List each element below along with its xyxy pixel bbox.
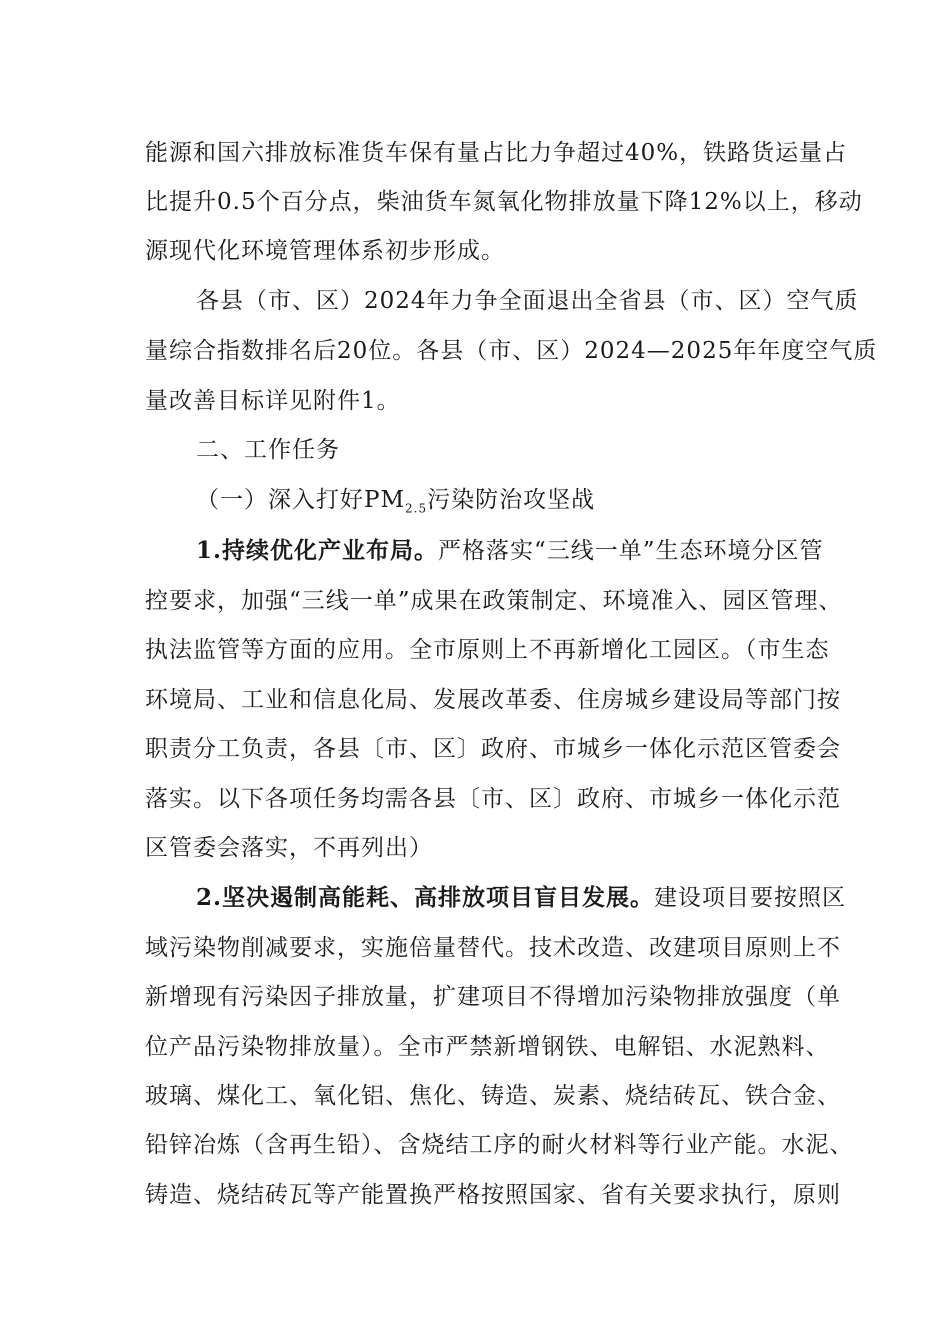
section-heading: 二、工作任务 xyxy=(196,437,340,463)
text-line: 源现代化环境管理体系初步形成。 xyxy=(145,238,505,264)
pm-subscript: 2.5 xyxy=(405,501,428,516)
text-line: 环境局、工业和信息化局、发展改革委、住房城乡建设局等部门按 xyxy=(145,687,841,713)
text-line: 执法监管等方面的应用。全市原则上不再新增化工园区。（市生态 xyxy=(145,637,830,663)
item-2-title: 2.坚决遏制高能耗、高排放项目盲目发展。 xyxy=(196,884,655,911)
text-line: 控要求，加强“三线一单”成果在政策制定、环境准入、园区管理、 xyxy=(145,588,843,614)
item-1-title: 1.持续优化产业布局。 xyxy=(196,537,439,564)
text-line: 铸造、烧结砖瓦等产能置换严格按照国家、省有关要求执行，原则 xyxy=(145,1182,841,1208)
text-line: 比提升0.5个百分点，柴油货车氮氧化物排放量下降12%以上，移动 xyxy=(145,189,863,215)
item-1-first-line xyxy=(196,536,824,566)
text-line: 位产品污染物排放量）。全市严禁新增钢铁、电解铝、水泥熟料、 xyxy=(145,1034,830,1060)
subsection-heading xyxy=(196,485,816,515)
text-line: 铅锌冶炼（含再生铅）、含烧结工序的耐火材料等行业产能。水泥、 xyxy=(145,1132,854,1158)
subsection-heading-prefix: （一）深入打好PM xyxy=(196,487,406,513)
text-line: 量综合指数排名后20位。各县（市、区）2024—2025年年度空气质 xyxy=(145,338,878,364)
subsection-heading-suffix: 污染防治攻坚战 xyxy=(427,487,596,513)
item-2-text: 建设项目要按照区 xyxy=(654,885,847,911)
item-2-first-line xyxy=(196,883,847,913)
text-line: 量改善目标详见附件1。 xyxy=(145,388,401,414)
text-line: 落实。以下各项任务均需各县〔市、区〕政府、市城乡一体化示范 xyxy=(145,786,841,812)
item-1-text: 严格落实“三线一单”生态环境分区管 xyxy=(438,538,824,564)
text-line: 玻璃、煤化工、氧化铝、焦化、铸造、炭素、烧结砖瓦、铁合金、 xyxy=(145,1083,841,1109)
text-line: 新增现有污染因子排放量，扩建项目不得增加污染物排放强度（单 xyxy=(145,984,841,1010)
text-line: 能源和国六排放标准货车保有量占比力争超过40%，铁路货运量占 xyxy=(145,140,848,166)
text-line: 区管委会落实，不再列出） xyxy=(145,835,433,861)
text-line: 职责分工负责，各县〔市、区〕政府、市城乡一体化示范区管委会 xyxy=(145,736,841,762)
text-line: 域污染物削减要求，实施倍量替代。技术改造、改建项目原则上不 xyxy=(145,935,841,961)
paragraph-start-line: 各县（市、区）2024年力争全面退出全省县（市、区）空气质 xyxy=(196,288,859,314)
